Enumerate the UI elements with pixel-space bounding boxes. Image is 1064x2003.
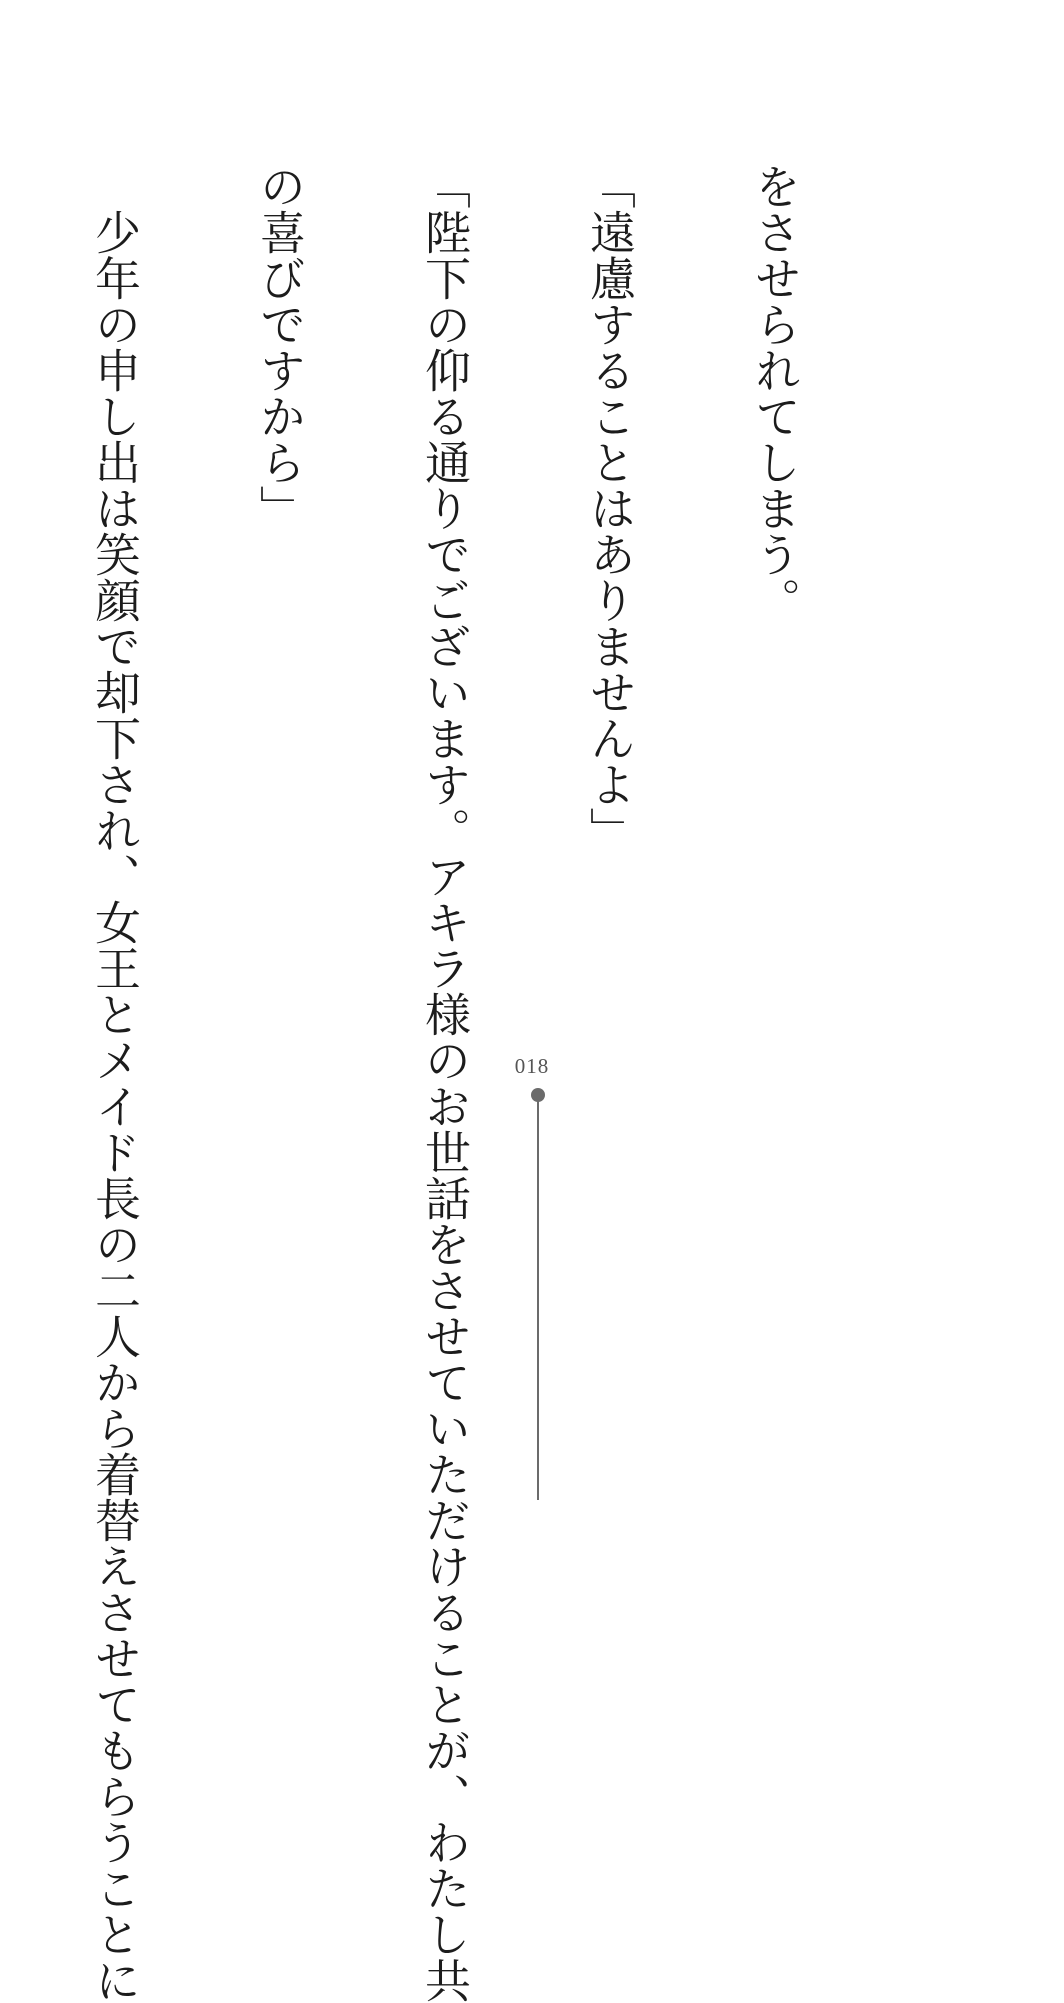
text-line: 「遠慮することはありませんよ」: [583, 163, 637, 853]
page-number: 018: [514, 1054, 550, 1078]
text-line: 少年の申し出は笑顔で却下され、女王とメイド長の二人から着替えさせてもらうことに: [88, 163, 142, 2003]
folio-line-ornament: [537, 1100, 539, 1500]
text-line: の喜びですから」: [253, 163, 307, 531]
body-text: [0, 163, 912, 2003]
text-line: をさせられてしまう。: [748, 163, 802, 623]
text-line: 「陛下の仰る通りでございます。アキラ様のお世話をさせていただけることが、わたし共: [418, 163, 472, 2003]
